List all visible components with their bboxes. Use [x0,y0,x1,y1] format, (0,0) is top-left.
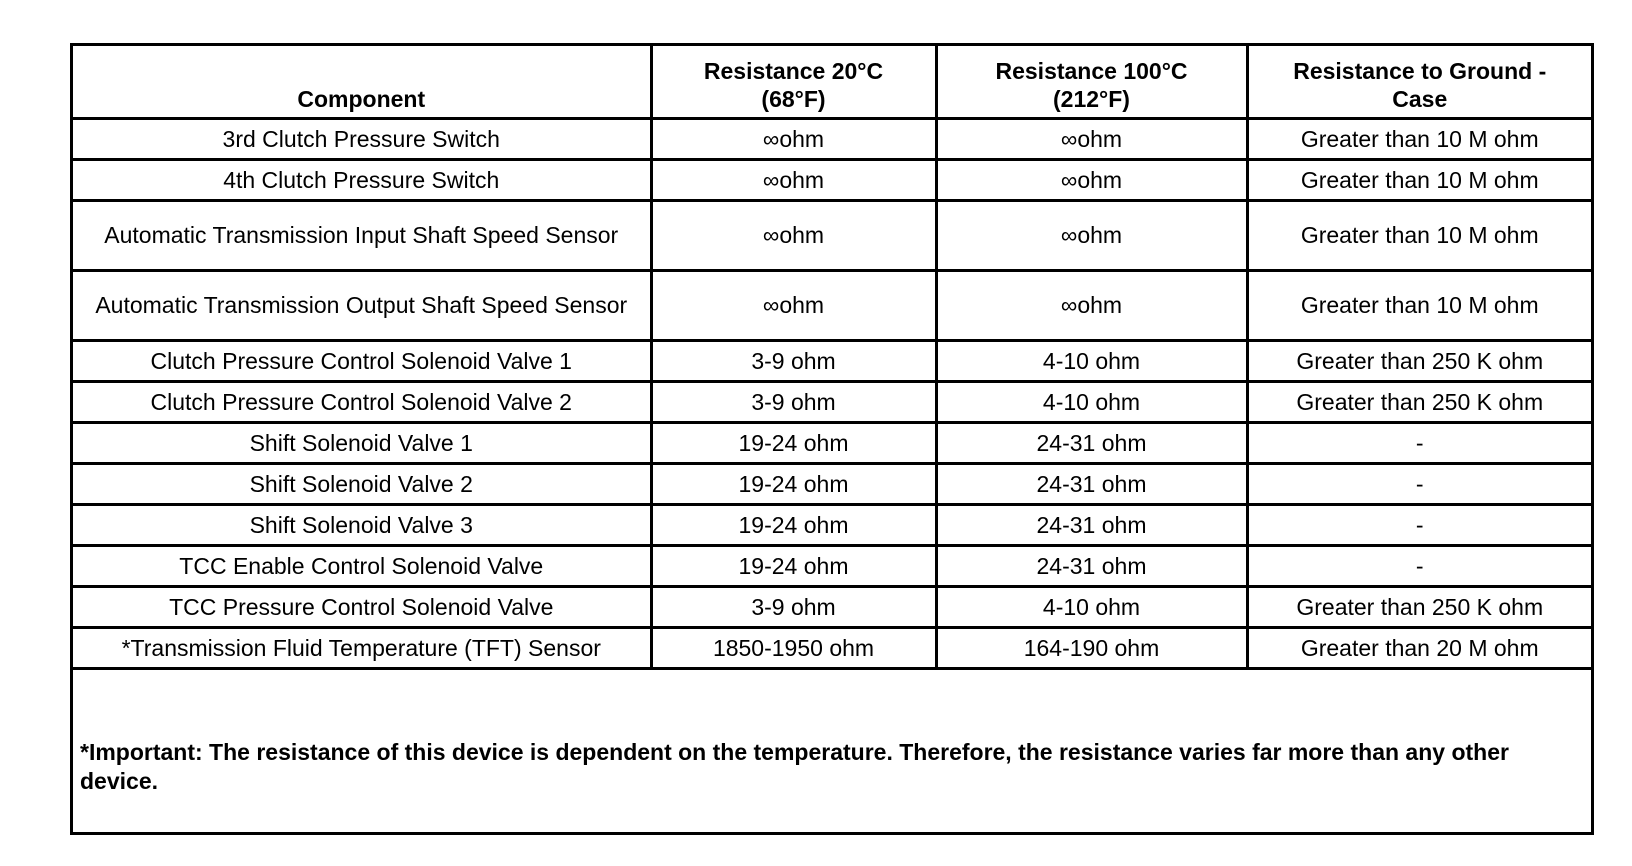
cell-resistance-20c: 3-9 ohm [651,586,936,627]
table-row [73,545,1591,586]
header-resistance-20c-line1: Resistance 20°C [703,57,884,84]
cell-component: Clutch Pressure Control Solenoid Valve 2 [73,381,651,422]
cell-resistance-100c: 24-31 ohm [936,422,1247,463]
cell-resistance-20c: 19-24 ohm [651,422,936,463]
cell-resistance-20c: 19-24 ohm [651,545,936,586]
header-resistance-to-ground-line2: Case [1392,85,1448,112]
cell-resistance-100c: ∞ohm [936,159,1247,200]
header-resistance-100c-line2: (212°F) [1053,85,1130,112]
cell-resistance-20c: 3-9 ohm [651,340,936,381]
cell-component: Automatic Transmission Input Shaft Speed Sensor [73,200,651,270]
header-resistance-100c [936,46,1247,118]
table-row [73,504,1591,545]
cell-component: 4th Clutch Pressure Switch [73,159,651,200]
header-resistance-to-ground [1247,46,1591,118]
cell-resistance-100c: ∞ohm [936,270,1247,340]
cell-resistance-to-ground: - [1247,422,1591,463]
table-row [73,463,1591,504]
header-component-label: Component [297,85,426,112]
table-row [73,340,1591,381]
table-header-row [73,46,1591,118]
header-resistance-100c-line1: Resistance 100°C [995,57,1188,84]
cell-component: 3rd Clutch Pressure Switch [73,118,651,159]
cell-resistance-to-ground: Greater than 250 K ohm [1247,340,1591,381]
cell-resistance-to-ground: Greater than 10 M ohm [1247,159,1591,200]
cell-component: TCC Pressure Control Solenoid Valve [73,586,651,627]
cell-resistance-100c: 4-10 ohm [936,381,1247,422]
cell-component: Shift Solenoid Valve 3 [73,504,651,545]
header-resistance-to-ground-line1: Resistance to Ground - [1293,57,1547,84]
header-resistance-20c [651,46,936,118]
cell-resistance-to-ground: - [1247,504,1591,545]
resistance-spec-sheet [70,43,1594,835]
cell-resistance-100c: 24-31 ohm [936,504,1247,545]
table-row [73,159,1591,200]
cell-resistance-100c: 4-10 ohm [936,586,1247,627]
cell-component: Shift Solenoid Valve 1 [73,422,651,463]
cell-resistance-100c: ∞ohm [936,200,1247,270]
cell-component: Clutch Pressure Control Solenoid Valve 1 [73,340,651,381]
cell-resistance-to-ground: Greater than 10 M ohm [1247,200,1591,270]
header-resistance-20c-line2: (68°F) [761,85,826,112]
table-row [73,381,1591,422]
cell-resistance-20c: ∞ohm [651,118,936,159]
cell-component: TCC Enable Control Solenoid Valve [73,545,651,586]
cell-component: Automatic Transmission Output Shaft Speed Sensor [73,270,651,340]
cell-resistance-20c: 19-24 ohm [651,504,936,545]
cell-component: Shift Solenoid Valve 2 [73,463,651,504]
cell-resistance-to-ground: Greater than 250 K ohm [1247,586,1591,627]
cell-resistance-20c: ∞ohm [651,270,936,340]
cell-resistance-100c: 24-31 ohm [936,463,1247,504]
header-component [73,46,651,118]
cell-resistance-to-ground: Greater than 250 K ohm [1247,381,1591,422]
cell-resistance-20c: 3-9 ohm [651,381,936,422]
cell-resistance-20c: ∞ohm [651,200,936,270]
cell-resistance-to-ground: Greater than 20 M ohm [1247,627,1591,668]
table-row [73,586,1591,627]
cell-resistance-to-ground: Greater than 10 M ohm [1247,270,1591,340]
table-row [73,422,1591,463]
cell-resistance-100c: 164-190 ohm [936,627,1247,668]
cell-resistance-to-ground: - [1247,545,1591,586]
cell-component: *Transmission Fluid Temperature (TFT) Sensor [73,627,651,668]
table-row [73,200,1591,270]
cell-resistance-to-ground: Greater than 10 M ohm [1247,118,1591,159]
cell-resistance-to-ground: - [1247,463,1591,504]
important-note: *Important: The resistance of this device is dependent on the temperature. Therefore, the resistance varies far more than any other device. [80,739,1509,794]
cell-resistance-100c: 4-10 ohm [936,340,1247,381]
cell-resistance-100c: 24-31 ohm [936,545,1247,586]
table-row [73,270,1591,340]
table-row [73,627,1591,668]
table-row [73,118,1591,159]
cell-resistance-100c: ∞ohm [936,118,1247,159]
cell-resistance-20c: 1850-1950 ohm [651,627,936,668]
resistance-table [73,46,1591,670]
cell-resistance-20c: 19-24 ohm [651,463,936,504]
cell-resistance-20c: ∞ohm [651,159,936,200]
